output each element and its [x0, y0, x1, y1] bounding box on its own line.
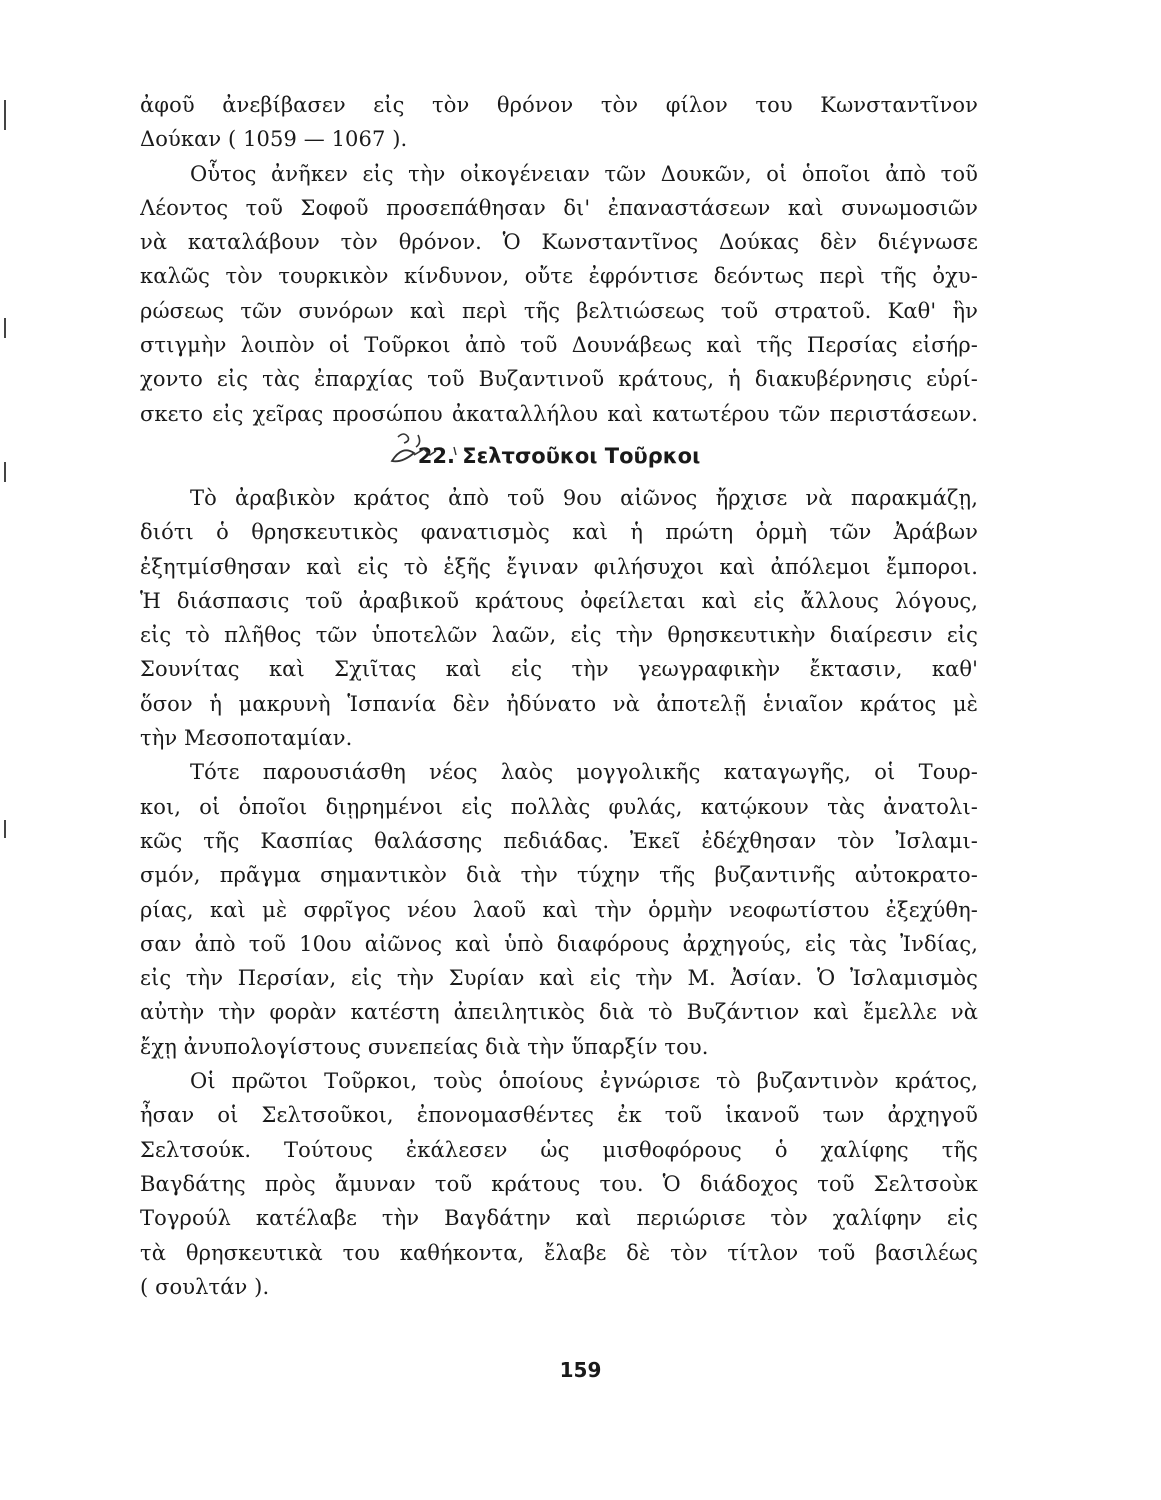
binding-mark-lower — [4, 462, 6, 482]
paragraph-doukas — [140, 157, 978, 431]
text-line: Λέοντος τοῦ Σοφοῦ προσεπάθησαν δι' ἐπαναστάσεων καὶ συνωμοσιῶν — [140, 195, 978, 220]
text-line: Βαγδάτης πρὸς ἄμυναν τοῦ κράτους του. Ὁ διάδοχος τοῦ Σελτσοὺκ — [140, 1171, 978, 1196]
text-line: Τὸ ἀραβικὸν κράτος ἀπὸ τοῦ 9ου αἰῶνος ἤρχισε νὰ παρακμάζῃ, — [190, 485, 978, 510]
paragraph-seljuks — [140, 1064, 978, 1304]
text-line: αὐτὴν τὴν φορὰν κατέστη ἀπειλητικὸς διὰ τὸ Βυζάντιον καὶ ἔμελλε νὰ — [140, 1000, 978, 1025]
binding-mark-top — [4, 100, 6, 130]
section-heading-text: 22. Σελτσοῦκοι Τοῦρκοι — [417, 443, 701, 468]
text-line: κοι, οἱ ὁποῖοι διῃρημένοι εἰς πολλὰς φυλάς, κατῴκουν τὰς ἀνατολι- — [140, 794, 978, 819]
text-line: καλῶς τὸν τουρκικὸν κίνδυνον, οὔτε ἐφρόντισε δεόντως περὶ τῆς ὀχυ- — [140, 264, 978, 289]
text-line: χοντο εἰς τὰς ἐπαρχίας τοῦ Βυζαντινοῦ κράτους, ἡ διακυβέρνησις εὑρί- — [140, 367, 978, 392]
text-line: σμόν, πρᾶγμα σημαντικὸν διὰ τὴν τύχην τῆς βυζαντινῆς αὐτοκρατο- — [140, 863, 978, 888]
text-line: κῶς τῆς Κασπίας θαλάσσης πεδιάδας. Ἐκεῖ ἐδέχθησαν τὸν Ἰσλαμι- — [140, 828, 978, 853]
text-line: Τότε παρουσιάσθη νέος λαὸς μογγολικῆς καταγωγῆς, οἱ Τουρ- — [190, 760, 978, 785]
text-line: ἐξητμίσθησαν καὶ εἰς τὸ ἑξῆς ἔγιναν φιλήσυχοι καὶ ἀπόλεμοι ἔμποροι. — [140, 554, 978, 579]
binding-mark-bottom — [4, 820, 6, 838]
text-line: ρίας, καὶ μὲ σφρῖγος νέου λαοῦ καὶ τὴν ὁρμὴν νεοφωτίστου ἐξεχύθη- — [140, 897, 978, 922]
text-line: Οὗτος ἀνῆκεν εἰς τὴν οἰκογένειαν τῶν Δουκῶν, οἱ ὁποῖοι ἀπὸ τοῦ — [190, 161, 978, 186]
page-number: 159 — [559, 1358, 602, 1382]
paragraph-continuation — [140, 88, 978, 157]
text-line: Σουνίτας καὶ Σχιῖτας καὶ εἰς τὴν γεωγραφικὴν ἔκτασιν, καθ' — [140, 657, 978, 682]
text-line: ἦσαν οἱ Σελτσοῦκοι, ἐπονομασθέντες ἐκ τοῦ ἱκανοῦ των ἀρχηγοῦ — [140, 1103, 978, 1128]
paragraph-arab-state — [140, 481, 978, 755]
text-line: ὅσον ἡ μακρυνὴ Ἱσπανία δὲν ἠδύνατο νὰ ἀποτελῇ ἑνιαῖον κράτος μὲ — [140, 691, 978, 716]
text-line: ( σουλτάν ). — [140, 1274, 270, 1299]
text-line: διότι ὁ θρησκευτικὸς φανατισμὸς καὶ ἡ πρώτη ὁρμὴ τῶν Ἀράβων — [140, 520, 978, 545]
page-body — [140, 88, 978, 1304]
text-line: ρώσεως τῶν συνόρων καὶ περὶ τῆς βελτιώσεως τοῦ στρατοῦ. Καθ' ἣν — [140, 298, 978, 323]
text-line: τὰ θρησκευτικὰ του καθήκοντα, ἔλαβε δὲ τὸν τίτλον τοῦ βασιλέως — [140, 1240, 978, 1265]
text-line: σκετο εἰς χεῖρας προσώπου ἀκαταλλήλου καὶ κατωτέρου τῶν περιστάσεων. — [140, 401, 978, 426]
paragraph-turks — [140, 755, 978, 1064]
text-line: στιγμὴν λοιπὸν οἱ Τοῦρκοι ἀπὸ τοῦ Δουνάβεως καὶ τῆς Περσίας εἰσήρ- — [140, 333, 978, 358]
handwritten-annotation-icon — [384, 431, 464, 471]
text-line: Οἱ πρῶτοι Τοῦρκοι, τοὺς ὁποίους ἐγνώρισε τὸ βυζαντινὸν κράτος, — [190, 1069, 978, 1094]
binding-mark-middle — [4, 318, 6, 338]
section-heading — [140, 431, 978, 481]
text-line: Τογρούλ κατέλαβε τὴν Βαγδάτην καὶ περιώρισε τὸν χαλίφην εἰς — [140, 1206, 978, 1231]
text-line: Ἡ διάσπασις τοῦ ἀραβικοῦ κράτους ὀφείλεται καὶ εἰς ἄλλους λόγους, — [140, 588, 978, 613]
text-line: Δούκαν ( 1059 — 1067 ). — [140, 127, 408, 152]
text-line: νὰ καταλάβουν τὸν θρόνον. Ὁ Κωνσταντῖνος Δούκας δὲν διέγνωσε — [140, 230, 978, 255]
text-line: εἰς τὴν Περσίαν, εἰς τὴν Συρίαν καὶ εἰς τὴν Μ. Ἀσίαν. Ὁ Ἰσλαμισμὸς — [140, 966, 978, 991]
text-line: τὴν Μεσοποταμίαν. — [140, 726, 353, 751]
text-line: ἀφοῦ ἀνεβίβασεν εἰς τὸν θρόνον τὸν φίλον του Κωνσταντῖνον — [140, 93, 978, 117]
text-line: σαν ἀπὸ τοῦ 10ου αἰῶνος καὶ ὑπὸ διαφόρους ἀρχηγούς, εἰς τὰς Ἰνδίας, — [140, 931, 978, 956]
text-line: εἰς τὸ πλῆθος τῶν ὑποτελῶν λαῶν, εἰς τὴν θρησκευτικὴν διαίρεσιν εἰς — [140, 623, 978, 648]
text-line: Σελτσούκ. Τούτους ἐκάλεσεν ὡς μισθοφόρους ὁ χαλίφης τῆς — [140, 1137, 978, 1162]
text-line: ἔχῃ ἀνυπολογίστους συνεπείας διὰ τὴν ὕπαρξίν του. — [140, 1034, 709, 1059]
